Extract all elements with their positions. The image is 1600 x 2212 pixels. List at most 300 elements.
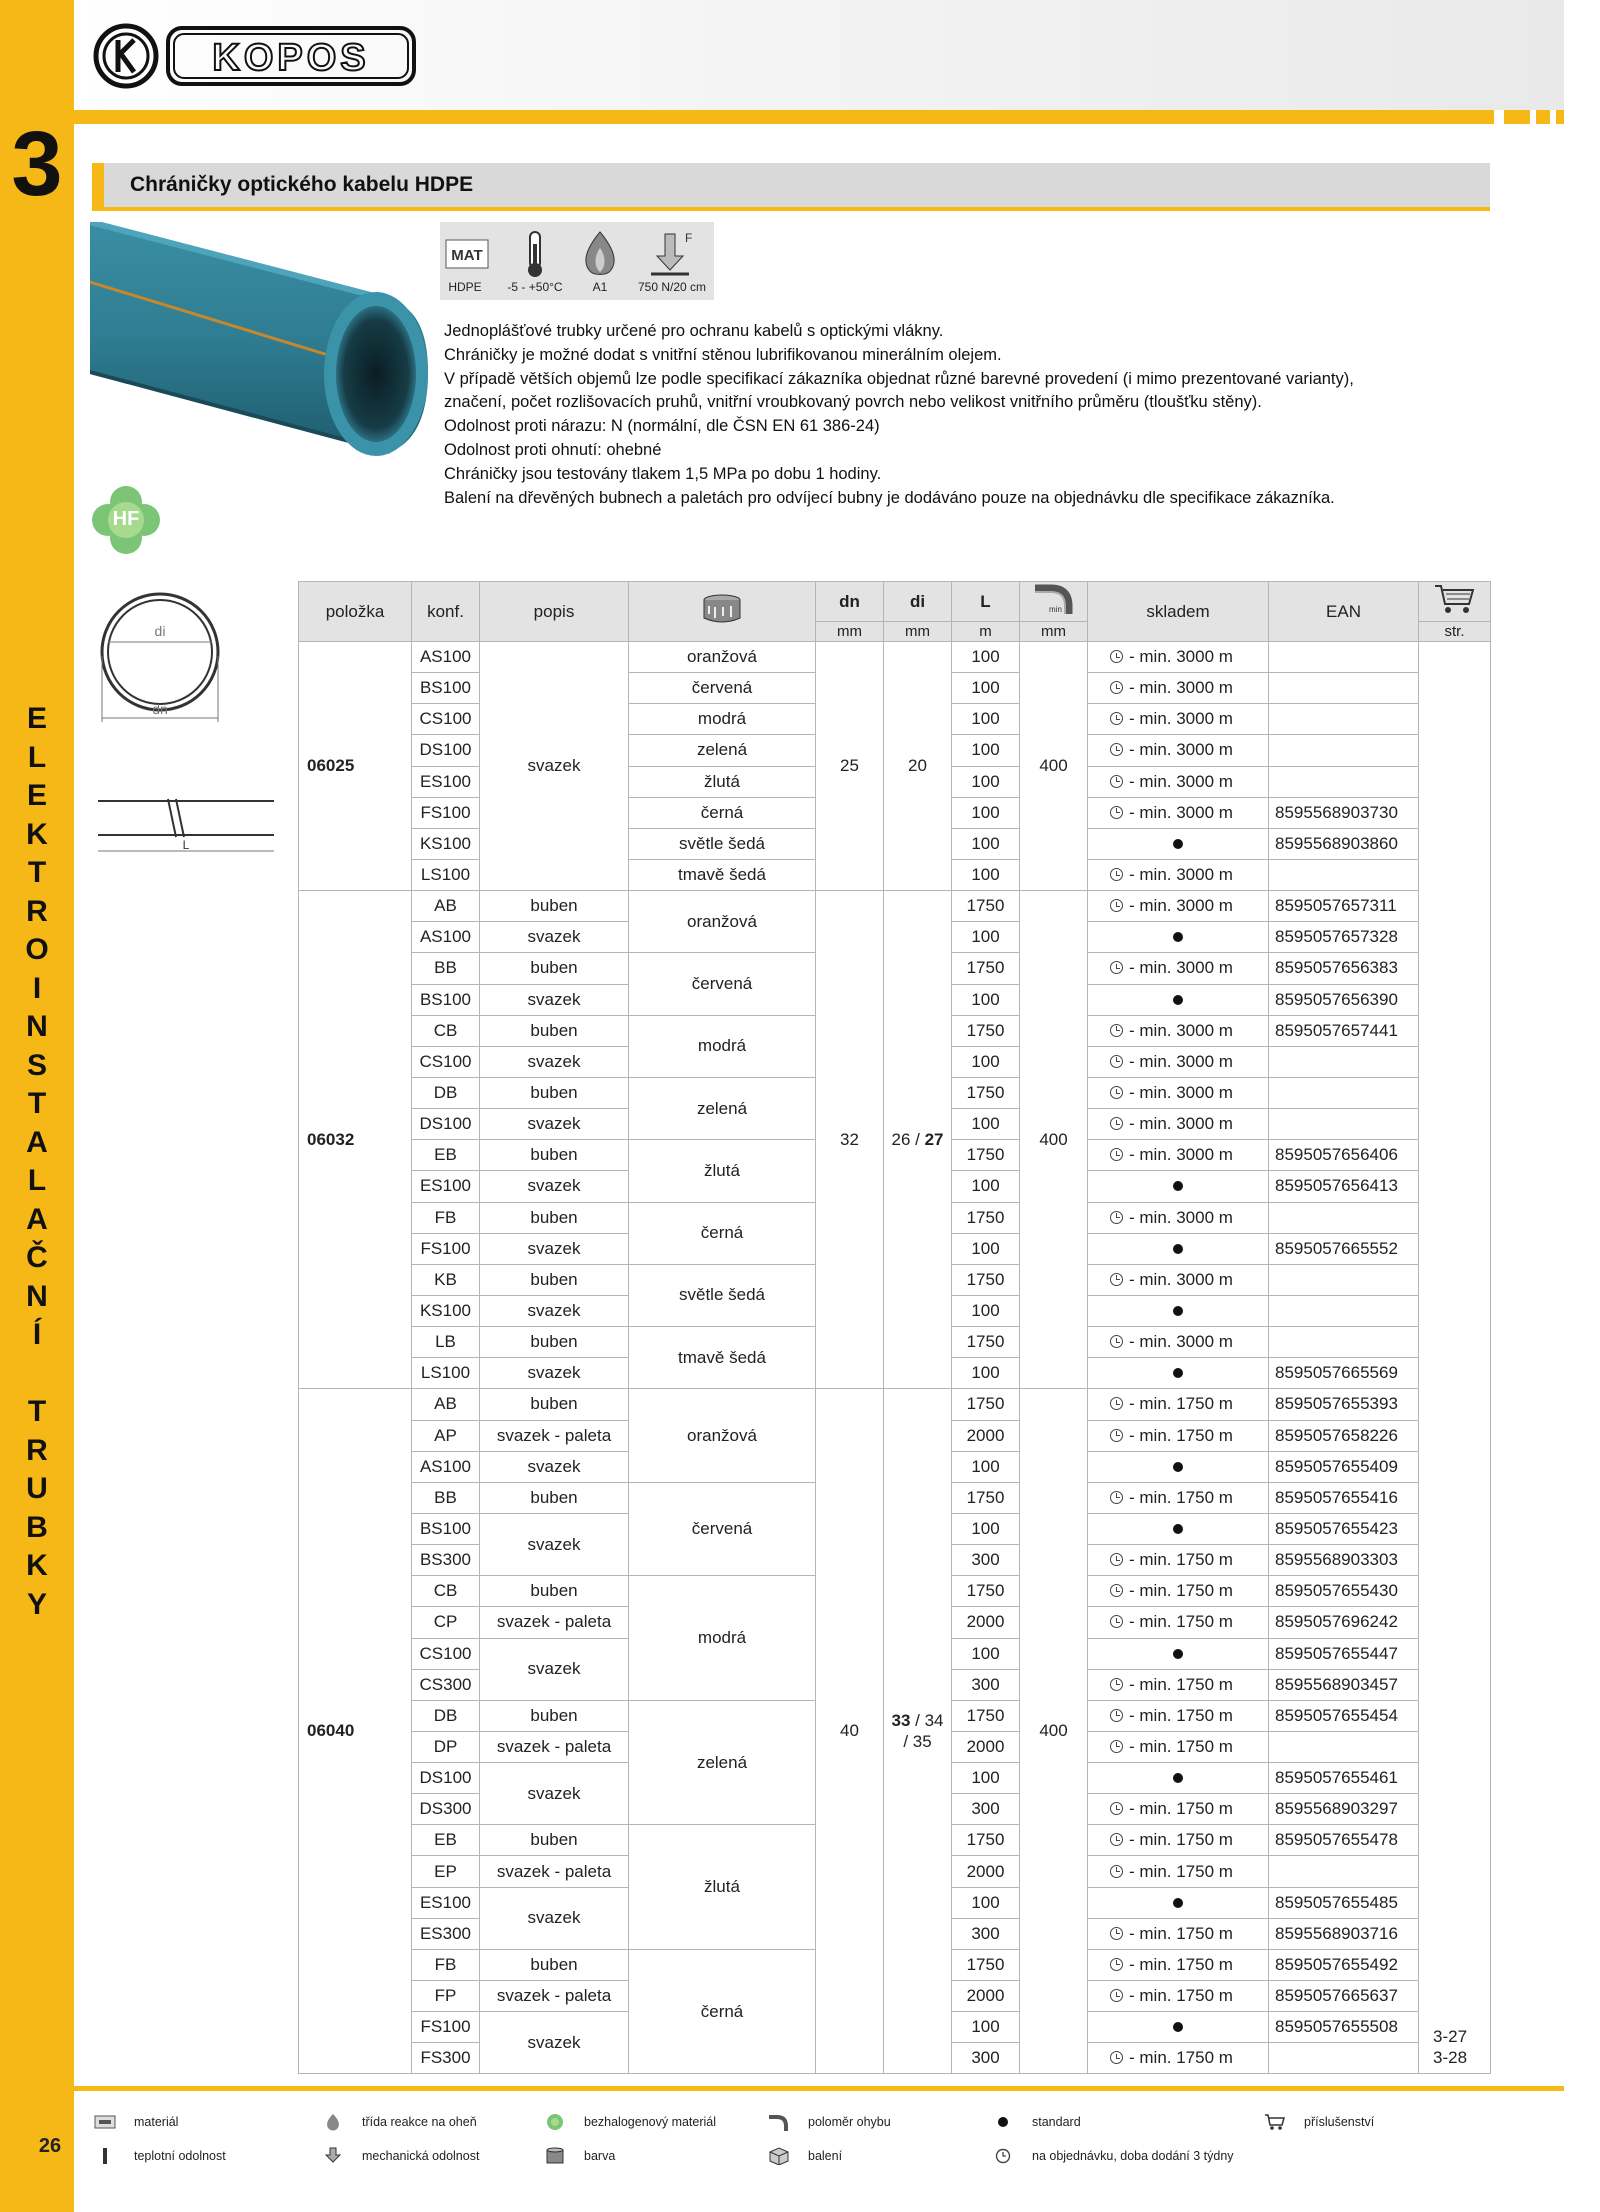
legend <box>94 2112 1544 2182</box>
di-value: 26 / <box>891 1129 925 1149</box>
color-cell: oranžová <box>629 891 816 953</box>
bend-radius-cell: 400 <box>1020 891 1088 1389</box>
stock-text: - min. 1750 m <box>1129 1581 1233 1601</box>
stock-text: - min. 1750 m <box>1129 2048 1233 2068</box>
length-cell: 100 <box>952 1233 1020 1264</box>
force-icon <box>322 2147 344 2165</box>
stock-cell <box>1088 1981 1269 2012</box>
code-cell: BS300 <box>412 1545 480 1576</box>
code-cell: EP <box>412 1856 480 1887</box>
code-cell: CP <box>412 1607 480 1638</box>
page-number: 26 <box>38 2135 62 2157</box>
clock-icon <box>1110 1678 1123 1691</box>
stock-cell <box>1088 1015 1269 1046</box>
ean-cell <box>1269 704 1419 735</box>
stock-cell <box>1088 797 1269 828</box>
length-cell: 100 <box>952 735 1020 766</box>
code-cell: BB <box>412 953 480 984</box>
konf-cell: svazek <box>480 1513 629 1575</box>
stock-text: - min. 3000 m <box>1129 1207 1233 1227</box>
table-row <box>299 642 1491 673</box>
stock-cell <box>1088 1140 1269 1171</box>
vertical-title-letter: L <box>27 1164 47 1197</box>
legend-text: příslušenství <box>1304 2115 1375 2129</box>
clock-icon <box>1110 1709 1123 1722</box>
code-cell: ES300 <box>412 1918 480 1949</box>
konf-cell: buben <box>480 1700 629 1731</box>
clock-icon <box>1110 1086 1123 1099</box>
ean-cell: 8595057655409 <box>1269 1451 1419 1482</box>
konf-cell: svazek <box>480 1233 629 1264</box>
code-cell: CS100 <box>412 1046 480 1077</box>
length-cell: 1750 <box>952 891 1020 922</box>
clock-icon <box>1110 1865 1123 1878</box>
clock-icon <box>1110 1024 1123 1037</box>
ean-cell <box>1269 766 1419 797</box>
stock-text: - min. 1750 m <box>1129 1954 1233 1974</box>
length-cell: 100 <box>952 1887 1020 1918</box>
ean-cell: 8595568903303 <box>1269 1545 1419 1576</box>
konf-cell: svazek - paleta <box>480 1981 629 2012</box>
code-cell: EB <box>412 1140 480 1171</box>
code-cell: EB <box>412 1825 480 1856</box>
length-cell: 2000 <box>952 1420 1020 1451</box>
color-cell: tmavě šedá <box>629 859 816 890</box>
length-cell: 1750 <box>952 1482 1020 1513</box>
code-cell: BS100 <box>412 1513 480 1544</box>
stock-cell <box>1088 1731 1269 1762</box>
stock-cell <box>1088 1295 1269 1326</box>
color-cell: černá <box>629 797 816 828</box>
clock-icon <box>1110 961 1123 974</box>
ean-cell: 8595057655478 <box>1269 1825 1419 1856</box>
table-row <box>299 1389 1491 1420</box>
clock-icon <box>1110 806 1123 819</box>
konf-cell: svazek - paleta <box>480 1731 629 1762</box>
page-ref-cell <box>1419 642 1491 2074</box>
code-cell: CS100 <box>412 704 480 735</box>
length-cell: 100 <box>952 2012 1020 2043</box>
material-value: HDPE <box>448 280 482 294</box>
ean-cell: 8595057655423 <box>1269 1513 1419 1544</box>
stock-text: - min. 3000 m <box>1129 1145 1233 1165</box>
stock-text: - min. 3000 m <box>1129 678 1233 698</box>
length-cell: 100 <box>952 1171 1020 1202</box>
stock-cell <box>1088 1109 1269 1140</box>
length-cell: 300 <box>952 2043 1020 2074</box>
hf-badge: HF <box>90 484 162 556</box>
kopos-logo <box>90 20 430 97</box>
vertical-title-letter: R <box>26 1433 48 1467</box>
length-cell: 100 <box>952 766 1020 797</box>
length-cell: 300 <box>952 1545 1020 1576</box>
length-cell: 1750 <box>952 1077 1020 1108</box>
color-cell: tmavě šedá <box>629 1327 816 1389</box>
vertical-title-letter: R <box>26 894 48 928</box>
stock-text: - min. 1750 m <box>1129 1986 1233 2006</box>
logo-text: KOPOS <box>212 37 370 79</box>
konf-cell: svazek <box>480 2012 629 2074</box>
code-cell: DB <box>412 1700 480 1731</box>
vertical-title-letter: E <box>26 702 47 735</box>
standard-dot-icon <box>1173 1524 1183 1534</box>
ean-cell <box>1269 859 1419 890</box>
color-cell: oranžová <box>629 642 816 673</box>
ean-cell <box>1269 673 1419 704</box>
item-number: 06032 <box>299 891 412 1389</box>
code-cell: DB <box>412 1077 480 1108</box>
konf-cell: svazek <box>480 984 629 1015</box>
length-cell: 100 <box>952 1109 1020 1140</box>
ean-cell <box>1269 1264 1419 1295</box>
length-cell: 1750 <box>952 1949 1020 1980</box>
svg-text:MAT: MAT <box>451 247 483 264</box>
ean-cell <box>1269 735 1419 766</box>
stock-text: - min. 1750 m <box>1129 1923 1233 1943</box>
ean-cell: 8595057657311 <box>1269 891 1419 922</box>
stock-cell <box>1088 1856 1269 1887</box>
vertical-title-letter: T <box>27 1087 47 1120</box>
stock-cell <box>1088 1700 1269 1731</box>
color-cell: žlutá <box>629 1825 816 1950</box>
code-cell: FS100 <box>412 797 480 828</box>
code-cell: AB <box>412 891 480 922</box>
stock-cell <box>1088 1077 1269 1108</box>
stock-cell <box>1088 1046 1269 1077</box>
ean-cell: 8595057657328 <box>1269 922 1419 953</box>
ean-cell: 8595057658226 <box>1269 1420 1419 1451</box>
stock-cell <box>1088 766 1269 797</box>
vertical-title-letter: N <box>26 1010 48 1043</box>
ean-cell: 8595568903457 <box>1269 1669 1419 1700</box>
chapter-number: 3 <box>11 113 63 215</box>
clock-icon <box>1110 1211 1123 1224</box>
di-cell <box>884 1389 952 2074</box>
ean-cell: 8595057665552 <box>1269 1233 1419 1264</box>
temperature-value: -5 - +50°C <box>507 280 563 294</box>
konf-cell: svazek <box>480 1638 629 1700</box>
legend-text: na objednávku, doba dodání 3 týdny <box>1032 2149 1234 2163</box>
ean-cell <box>1269 1077 1419 1108</box>
konf-cell: svazek <box>480 1451 629 1482</box>
stock-text: - min. 3000 m <box>1129 771 1233 791</box>
vertical-title-letter: L <box>27 740 47 774</box>
code-cell: ES100 <box>412 1887 480 1918</box>
code-cell: AS100 <box>412 1451 480 1482</box>
stock-cell <box>1088 828 1269 859</box>
clock-icon <box>1110 681 1123 694</box>
pipe-photo <box>90 222 428 560</box>
length-cell: 1750 <box>952 1327 1020 1358</box>
length-cell: 100 <box>952 1358 1020 1389</box>
konf-cell: svazek <box>480 1171 629 1202</box>
stock-text: - min. 3000 m <box>1129 1114 1233 1134</box>
vertical-title-letter: B <box>26 1510 48 1544</box>
length-cell: 1750 <box>952 1389 1020 1420</box>
ean-cell: 8595568903297 <box>1269 1794 1419 1825</box>
code-cell: KS100 <box>412 1295 480 1326</box>
ean-cell: 8595568903730 <box>1269 797 1419 828</box>
unit-L: m <box>952 622 1020 642</box>
stock-cell <box>1088 1887 1269 1918</box>
legend-text: barva <box>584 2149 616 2163</box>
item-number: 06025 <box>299 642 412 891</box>
color-cell: červená <box>629 1482 816 1575</box>
clock-icon <box>1110 775 1123 788</box>
svg-text:dn: dn <box>152 701 168 717</box>
color-header-icon <box>629 582 816 642</box>
stock-cell <box>1088 922 1269 953</box>
legend-text: balení <box>808 2149 843 2163</box>
vertical-title-letter: O <box>25 933 49 966</box>
code-cell: KB <box>412 1264 480 1295</box>
cart-header-icon <box>1419 582 1491 622</box>
ean-cell: 8595568903860 <box>1269 828 1419 859</box>
ean-cell <box>1269 1202 1419 1233</box>
stock-text: - min. 3000 m <box>1129 709 1233 729</box>
stock-cell <box>1088 704 1269 735</box>
vertical-title-letter <box>0 1355 74 1394</box>
vertical-title-letter: Č <box>26 1241 48 1274</box>
fire-class-value: A1 <box>592 280 608 294</box>
konf-cell: buben <box>480 1264 629 1295</box>
legend-text: bezhalogenový materiál <box>584 2115 717 2129</box>
ean-cell <box>1269 1731 1419 1762</box>
stock-cell <box>1088 1233 1269 1264</box>
code-cell: LS100 <box>412 1358 480 1389</box>
col-header-L: L <box>952 582 1020 622</box>
konf-cell: buben <box>480 1015 629 1046</box>
stock-cell <box>1088 1763 1269 1794</box>
color-cell: světle šedá <box>629 1264 816 1326</box>
vertical-title-letter: Í <box>32 1318 42 1351</box>
length-cell: 100 <box>952 673 1020 704</box>
clock-icon <box>1110 1740 1123 1753</box>
ean-cell: 8595057665637 <box>1269 1981 1419 2012</box>
color-cell: modrá <box>629 1576 816 1701</box>
stock-text: - min. 3000 m <box>1129 958 1233 978</box>
ean-cell: 8595057656413 <box>1269 1171 1419 1202</box>
vertical-title-letter: T <box>27 1395 47 1428</box>
color-cell: oranžová <box>629 1389 816 1482</box>
konf-cell: svazek <box>480 1295 629 1326</box>
code-cell: AB <box>412 1389 480 1420</box>
stock-text: - min. 1750 m <box>1129 1799 1233 1819</box>
bend-radius-header-icon <box>1020 582 1088 622</box>
ean-cell <box>1269 1327 1419 1358</box>
page-ref: 3-27 <box>1433 2027 1468 2047</box>
color-cell: světle šedá <box>629 828 816 859</box>
konf-cell: svazek <box>480 1358 629 1389</box>
stock-text: - min. 1750 m <box>1129 1736 1233 1756</box>
ean-cell: 8595057655461 <box>1269 1763 1419 1794</box>
stock-cell <box>1088 891 1269 922</box>
color-cell: černá <box>629 1202 816 1264</box>
code-cell: LB <box>412 1327 480 1358</box>
clock-icon <box>1110 650 1123 663</box>
col-header-di: di <box>884 582 952 622</box>
col-header-polozka: položka <box>299 582 412 642</box>
konf-cell: svazek <box>480 1046 629 1077</box>
header-yellow-line <box>74 110 1494 124</box>
vertical-title-letter: S <box>26 1048 47 1082</box>
ean-cell: 8595568903716 <box>1269 1918 1419 1949</box>
table-row <box>299 891 1491 922</box>
length-cell: 100 <box>952 1763 1020 1794</box>
length-cell: 100 <box>952 797 1020 828</box>
stock-text: - min. 3000 m <box>1129 647 1233 667</box>
stock-text: - min. 1750 m <box>1129 1394 1233 1414</box>
length-cell: 100 <box>952 828 1020 859</box>
cross-section-diagram <box>98 590 228 735</box>
stock-text: - min. 1750 m <box>1129 1705 1233 1725</box>
code-cell: FS100 <box>412 2012 480 2043</box>
stock-cell <box>1088 2043 1269 2074</box>
stock-cell <box>1088 1420 1269 1451</box>
konf-cell: buben <box>480 1202 629 1233</box>
clock-icon <box>1110 1148 1123 1161</box>
mat-icon <box>94 2113 116 2131</box>
konf-cell: buben <box>480 953 629 984</box>
code-cell: AP <box>412 1420 480 1451</box>
stock-text: - min. 1750 m <box>1129 1861 1233 1881</box>
code-cell: LS100 <box>412 859 480 890</box>
unit-bend: mm <box>1020 622 1088 642</box>
stock-cell <box>1088 1451 1269 1482</box>
clock-icon <box>1110 1802 1123 1815</box>
clock-icon <box>1110 712 1123 725</box>
clock-icon <box>1110 1273 1123 1286</box>
code-cell: BS100 <box>412 984 480 1015</box>
code-cell: CB <box>412 1576 480 1607</box>
konf-cell: svazek <box>480 1109 629 1140</box>
length-cell: 300 <box>952 1669 1020 1700</box>
legend-text: poloměr ohybu <box>808 2115 891 2129</box>
page-ref: 3-28 <box>1433 2048 1468 2068</box>
konf-cell: buben <box>480 1327 629 1358</box>
stock-text: - min. 3000 m <box>1129 1269 1233 1289</box>
ean-cell <box>1269 2043 1419 2074</box>
clock-icon <box>1110 868 1123 881</box>
standard-dot-icon <box>1173 1898 1183 1908</box>
vertical-title-letter: A <box>26 1202 48 1236</box>
vertical-title-letter: U <box>26 1472 48 1505</box>
ean-cell <box>1269 1046 1419 1077</box>
clock-icon <box>1110 1117 1123 1130</box>
legend-text: standard <box>1032 2115 1081 2129</box>
stock-text: - min. 3000 m <box>1129 896 1233 916</box>
code-cell: DS100 <box>412 1109 480 1140</box>
box-icon <box>768 2147 790 2165</box>
color-cell: černá <box>629 1949 816 2074</box>
svg-text:di: di <box>154 623 166 639</box>
clock-icon <box>1110 1927 1123 1940</box>
konf-cell: buben <box>480 1949 629 1980</box>
length-cell: 2000 <box>952 1731 1020 1762</box>
di-cell <box>884 891 952 1389</box>
stock-cell <box>1088 1918 1269 1949</box>
ean-cell: 8595057657441 <box>1269 1015 1419 1046</box>
vertical-title-letter: T <box>27 856 47 889</box>
clock-icon <box>1110 1615 1123 1628</box>
clock-icon <box>1110 743 1123 756</box>
length-cell: 100 <box>952 1638 1020 1669</box>
unit-str: str. <box>1419 622 1491 642</box>
length-cell: 100 <box>952 704 1020 735</box>
code-cell: KS100 <box>412 828 480 859</box>
vertical-title-letter: Y <box>26 1587 47 1621</box>
konf-cell: svazek <box>480 922 629 953</box>
col-header-konf: konf. <box>412 582 480 642</box>
stock-cell <box>1088 642 1269 673</box>
vertical-title-letter: I <box>32 971 42 1005</box>
length-cell: 1750 <box>952 1576 1020 1607</box>
stock-cell <box>1088 1327 1269 1358</box>
stock-cell <box>1088 1358 1269 1389</box>
footer-line <box>74 2086 1564 2091</box>
vertical-title-letter: E <box>26 779 47 812</box>
stock-text: - min. 3000 m <box>1129 1083 1233 1103</box>
code-cell: DS100 <box>412 1763 480 1794</box>
ean-cell: 8595057656406 <box>1269 1140 1419 1171</box>
standard-dot-icon <box>1173 1181 1183 1191</box>
clock-icon <box>1110 2051 1123 2064</box>
mat-icon <box>442 230 492 278</box>
stock-cell <box>1088 859 1269 890</box>
clock-icon <box>1110 1397 1123 1410</box>
code-cell: DS100 <box>412 735 480 766</box>
vertical-title-letter: A <box>26 1125 48 1159</box>
product-description: Jednoplášťové trubky určené pro ochranu kabelů s optickými vlákny. Chráničky je možné dodat s vnitřní stěnou lubrifikovanou minerálním olejem. V případě větších objemů lze podle specifikací zákazníka objednat různé barevné provedení (i mimo prezentované varianty), značení, počet rozlišovacích pruhů, vnitřní vroubkovaný povrch nebo velikost vnitřního průměru (tloušťku stěny). Odolnost proti nárazu: N (normální, dle ČSN EN 61 386-24) Odolnost proti ohnutí: ohebné Chráničky jsou testovány tlakem 1,5 MPa po dobu 1 hodiny. Balení na dřevěných bubnech a paletách pro odvíjecí bubny je dodáváno pouze na objednávku dle specifikace zákazníka. <box>444 322 1354 507</box>
konf-cell: svazek <box>480 1887 629 1949</box>
length-cell: 1750 <box>952 1700 1020 1731</box>
stock-text: - min. 1750 m <box>1129 1674 1233 1694</box>
length-cell: 1750 <box>952 953 1020 984</box>
konf-cell: buben <box>480 1077 629 1108</box>
clock-icon <box>1110 1335 1123 1348</box>
code-cell: BB <box>412 1482 480 1513</box>
konf-cell: buben <box>480 1482 629 1513</box>
stock-cell <box>1088 1513 1269 1544</box>
standard-dot-icon <box>1173 1306 1183 1316</box>
length-cell: 2000 <box>952 1856 1020 1887</box>
standard-dot-icon <box>1173 1244 1183 1254</box>
unit-di: mm <box>884 622 952 642</box>
ean-cell: 8595057655492 <box>1269 1949 1419 1980</box>
stock-text: - min. 3000 m <box>1129 1332 1233 1352</box>
ean-cell: 8595057655393 <box>1269 1389 1419 1420</box>
code-cell: AS100 <box>412 922 480 953</box>
length-cell: 300 <box>952 1794 1020 1825</box>
stock-cell <box>1088 984 1269 1015</box>
code-cell: AS100 <box>412 642 480 673</box>
stock-cell <box>1088 2012 1269 2043</box>
dn-cell: 40 <box>816 1389 884 2074</box>
bend-icon <box>768 2113 790 2131</box>
length-cell: 100 <box>952 1513 1020 1544</box>
konf-cell: buben <box>480 1576 629 1607</box>
length-cell: 100 <box>952 1295 1020 1326</box>
svg-text:F: F <box>685 231 693 245</box>
stock-text: - min. 3000 m <box>1129 740 1233 760</box>
dn-cell: 25 <box>816 642 884 891</box>
ean-cell <box>1269 642 1419 673</box>
color-cell: červená <box>629 953 816 1015</box>
length-cell: 1750 <box>952 1825 1020 1856</box>
length-cell: 1750 <box>952 1015 1020 1046</box>
standard-dot-icon <box>1173 2022 1183 2032</box>
stock-cell <box>1088 953 1269 984</box>
